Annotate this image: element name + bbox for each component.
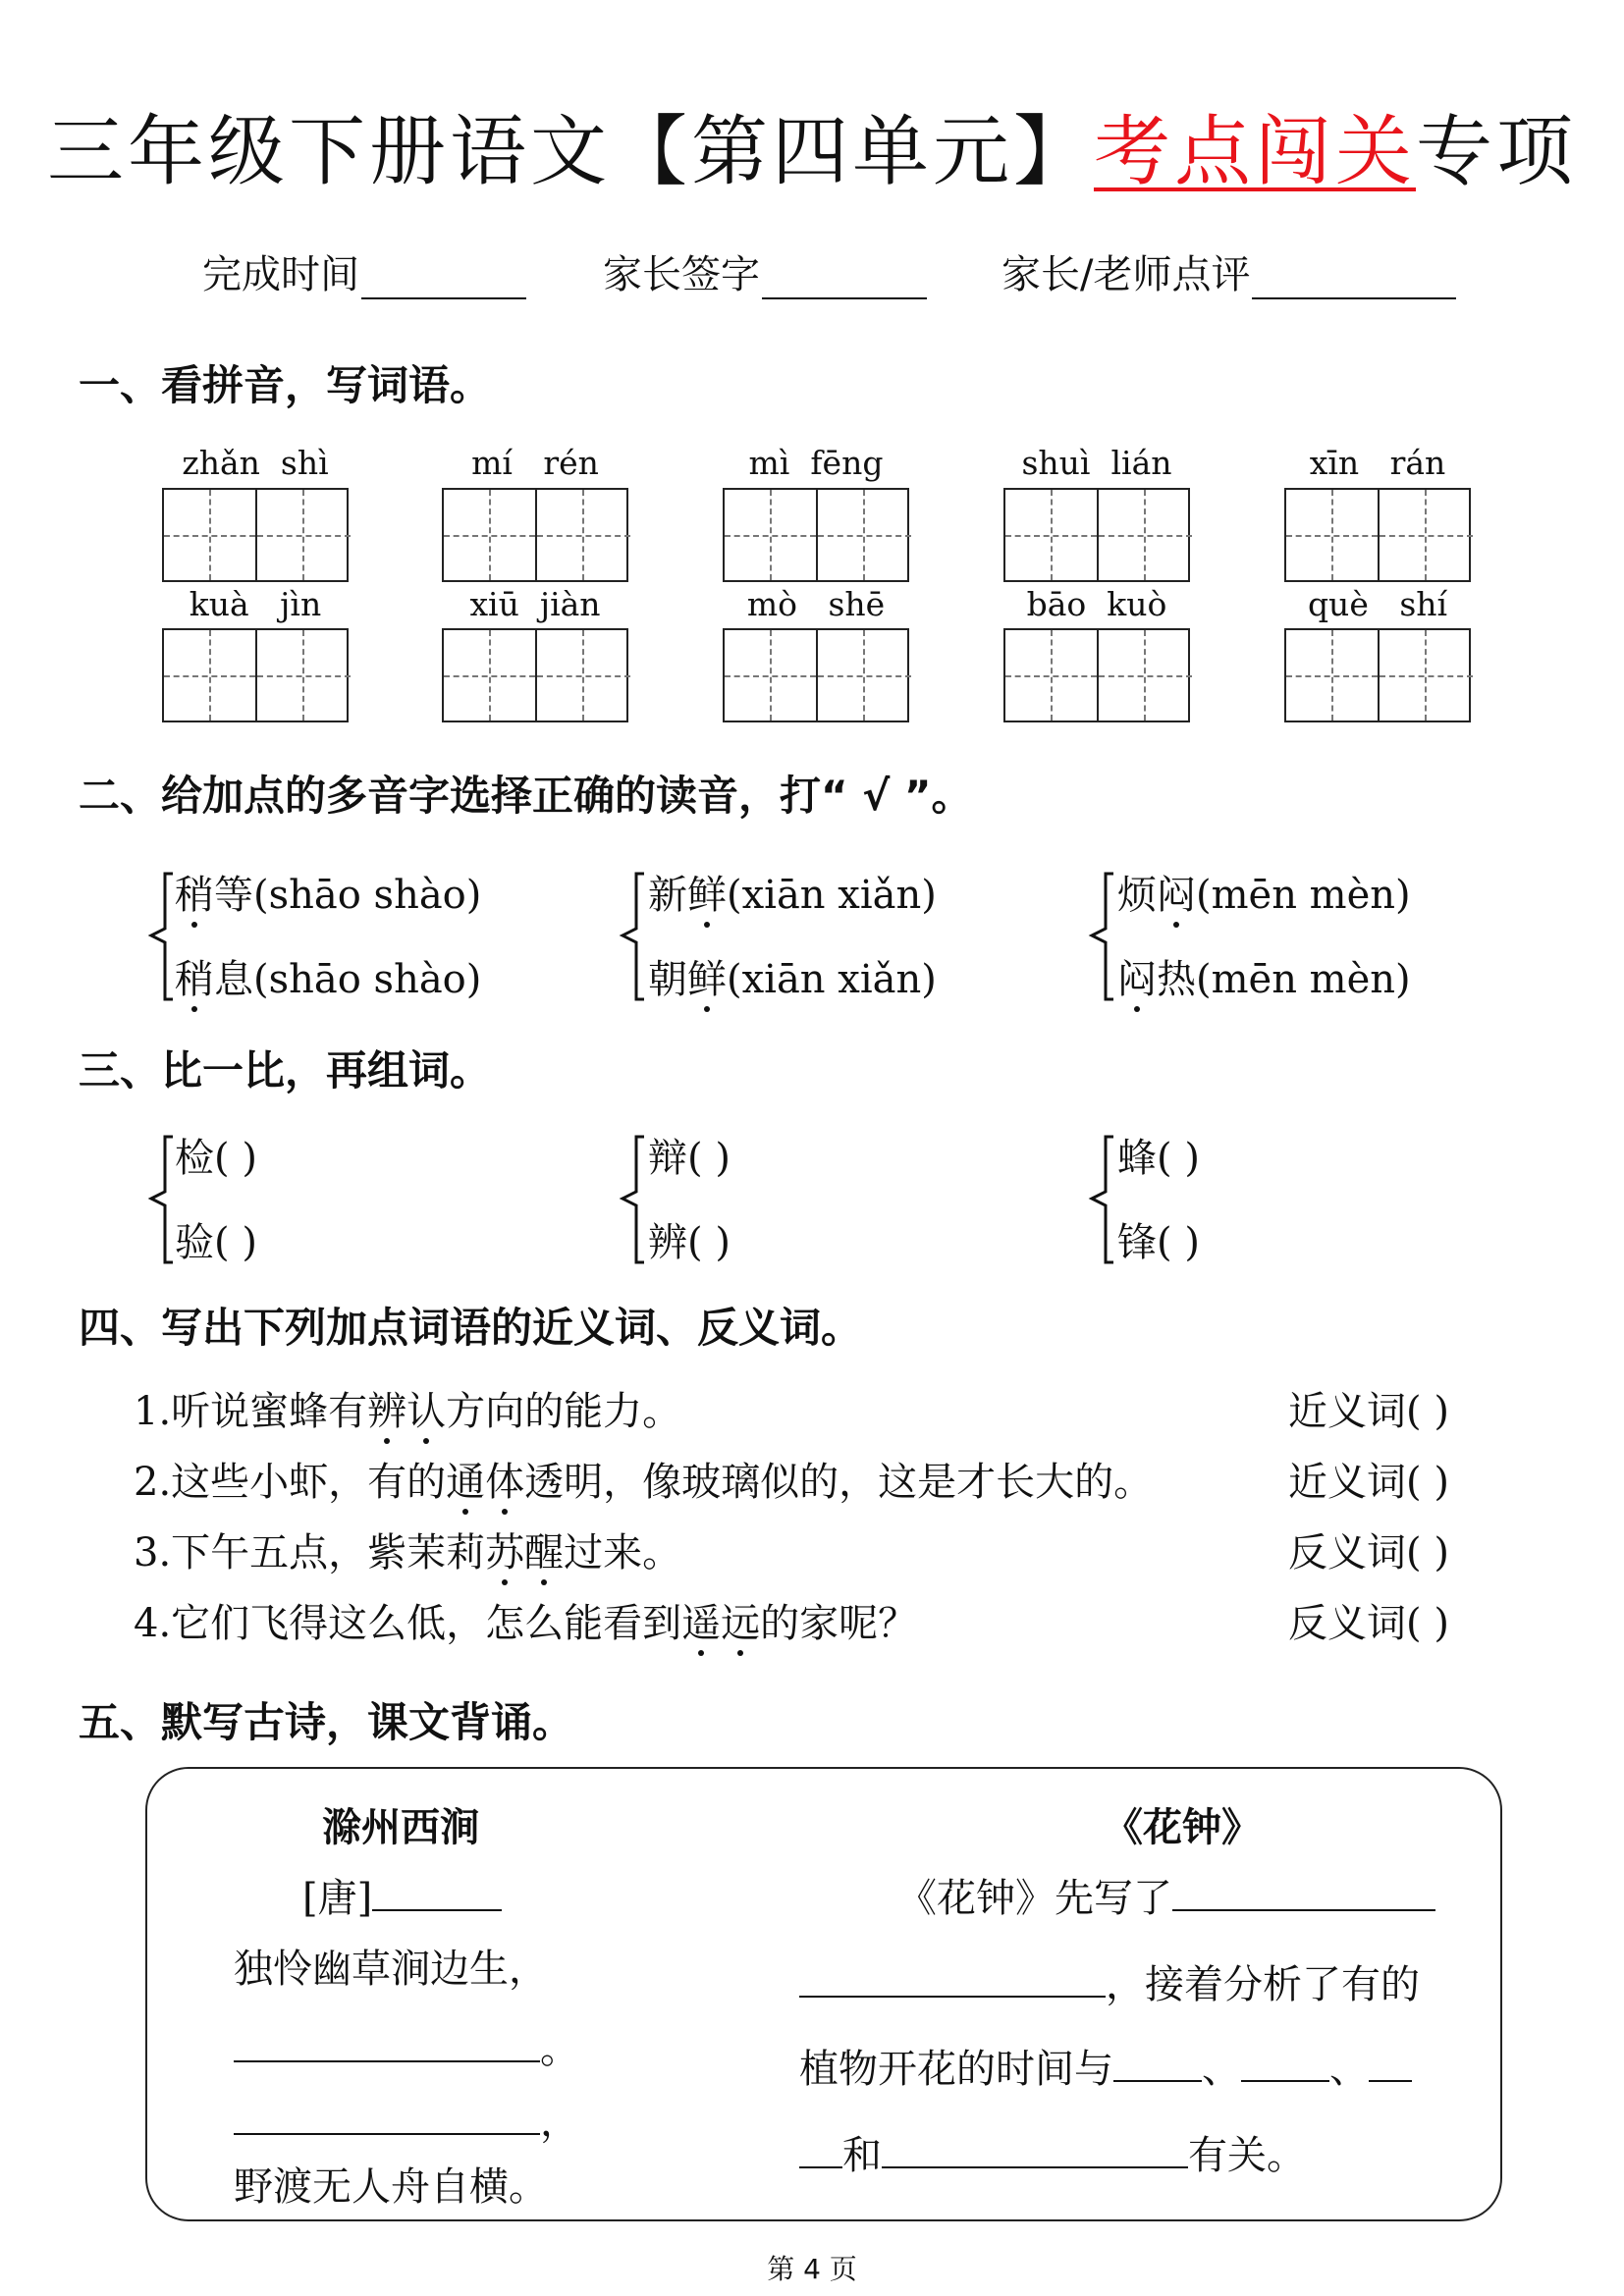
writing-grid[interactable] [1003, 488, 1190, 582]
section-4-heading: 四、写出下列加点词语的近义词、反义词。 [79, 1304, 863, 1352]
writing-grid[interactable] [162, 628, 349, 722]
comment-field: 家长/老师点评 [1001, 243, 1456, 299]
poem-line: 野渡无人舟自横。 [234, 2164, 548, 2210]
writing-grid[interactable] [1284, 628, 1471, 722]
lesson-blank[interactable] [1113, 2041, 1202, 2082]
lesson-blank[interactable] [1172, 1870, 1435, 1911]
writing-grid[interactable] [723, 628, 909, 722]
pinyin-label: mì fēng [748, 444, 884, 482]
page-number: 第 4 页 [767, 2253, 857, 2285]
brace-icon [1078, 1125, 1117, 1272]
polyphone-item: 新鲜(xiān xiǎn) [648, 864, 937, 920]
lesson-blank[interactable] [1369, 2041, 1412, 2082]
brace-icon [1078, 862, 1117, 1009]
lesson-title: 《花钟》 [1104, 1805, 1261, 1850]
polyphone-item: 烦闷(mēn mèn) [1117, 864, 1411, 920]
lesson-blank[interactable] [1241, 2041, 1329, 2082]
poem-author-line: [唐] [302, 1867, 502, 1923]
poem-line: 独怜幽草涧边生， [234, 1947, 548, 1992]
comment-blank[interactable] [1252, 254, 1456, 299]
parent-sign-blank[interactable] [762, 254, 927, 299]
answer-slot[interactable]: 近义词( ) [1288, 1389, 1449, 1434]
brace-icon [137, 862, 177, 1009]
completion-time-blank[interactable] [361, 254, 526, 299]
lesson-blank[interactable] [799, 2127, 842, 2168]
polyphone-item: 稍息(shāo shào) [175, 948, 481, 1004]
pinyin-label: xiū jiàn [469, 585, 601, 623]
pinyin-label: què shí [1307, 585, 1448, 623]
poem-line-blank[interactable] [234, 2094, 540, 2135]
compare-item[interactable]: 检( ) [175, 1136, 257, 1181]
lesson-line: 《花钟》先写了 [897, 1867, 1435, 1923]
lesson-line: ，接着分析了有的 [799, 1953, 1420, 2009]
writing-grid[interactable] [1284, 488, 1471, 582]
answer-slot[interactable]: 近义词( ) [1288, 1460, 1449, 1505]
title-highlight: 考点闯关 [1093, 108, 1416, 196]
pinyin-label: zhǎn shì [182, 444, 329, 482]
lesson-blank[interactable] [799, 1956, 1106, 1998]
compare-item[interactable]: 验( ) [175, 1220, 257, 1265]
page-title: 三年级下册语文【第四单元】考点闯关专项 [46, 108, 1578, 196]
question-sentence: 3.下午五点，紫茉莉苏醒过来。 [134, 1522, 681, 1577]
pinyin-label: bāo kuò [1026, 585, 1167, 623]
writing-grid[interactable] [162, 488, 349, 582]
polyphone-item: 朝鲜(xiān xiǎn) [648, 948, 937, 1004]
question-sentence: 1.听说蜜蜂有辨认方向的能力。 [134, 1380, 681, 1436]
poem-line-blank[interactable] [234, 2021, 540, 2062]
brace-icon [609, 862, 648, 1009]
answer-slot[interactable]: 反义词( ) [1288, 1601, 1449, 1646]
poem-title: 滁州西涧 [322, 1805, 479, 1850]
writing-grid[interactable] [442, 628, 628, 722]
pinyin-label: mí rén [471, 444, 599, 482]
compare-item[interactable]: 辩( ) [648, 1136, 731, 1181]
poem-line: ， [234, 2091, 579, 2147]
parent-sign-field: 家长签字 [603, 243, 927, 299]
compare-item[interactable]: 锋( ) [1117, 1220, 1200, 1265]
writing-grid[interactable] [1003, 628, 1190, 722]
lesson-line: 植物开花的时间与 、 、 [799, 2038, 1412, 2094]
compare-item[interactable]: 蜂( ) [1117, 1136, 1200, 1181]
section-5-heading: 五、默写古诗，课文背诵。 [79, 1698, 574, 1746]
lesson-line: 和 有关。 [799, 2124, 1306, 2180]
writing-grid[interactable] [723, 488, 909, 582]
lesson-blank[interactable] [882, 2127, 1188, 2168]
section-1-heading: 一、看拼音，写词语。 [79, 361, 492, 409]
polyphone-item: 稍等(shāo shào) [175, 864, 481, 920]
section-2-heading: 二、给加点的多音字选择正确的读音，打“ √ ”。 [79, 772, 973, 820]
poem-line: 。 [234, 2018, 579, 2074]
completion-time-field: 完成时间 [202, 243, 526, 299]
pinyin-label: shuì lián [1021, 444, 1172, 482]
question-sentence: 2.这些小虾，有的通体透明，像玻璃似的，这是才长大的。 [134, 1451, 1153, 1507]
pinyin-label: mò shē [746, 585, 886, 623]
pinyin-label: kuà jìn [189, 585, 322, 623]
compare-item[interactable]: 辨( ) [648, 1220, 731, 1265]
brace-icon [609, 1125, 648, 1272]
answer-slot[interactable]: 反义词( ) [1288, 1530, 1449, 1575]
question-sentence: 4.它们飞得这么低，怎么能看到遥远的家呢？ [134, 1592, 917, 1648]
brace-icon [137, 1125, 177, 1272]
pinyin-label: xīn rán [1309, 444, 1446, 482]
author-blank[interactable] [372, 1870, 502, 1911]
polyphone-item: 闷热(mēn mèn) [1117, 948, 1411, 1004]
writing-grid[interactable] [442, 488, 628, 582]
section-3-heading: 三、比一比，再组词。 [79, 1046, 492, 1095]
